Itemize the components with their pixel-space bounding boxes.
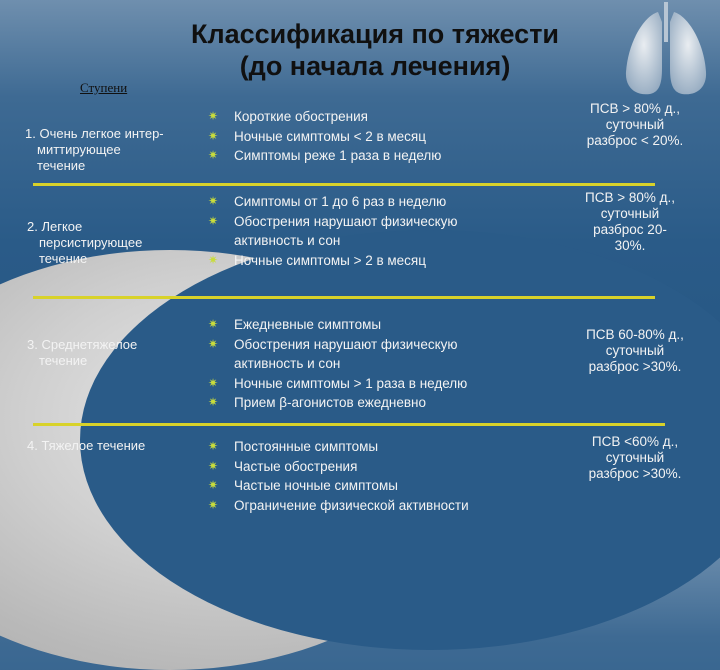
page-title (150, 18, 600, 82)
bullet-icon: ✷ (208, 497, 219, 512)
title-line-2: (до начала лечения) (239, 51, 511, 81)
row-separator (33, 183, 655, 186)
bullet-icon: ✷ (208, 109, 219, 123)
list-item: ✷ Ночные симптомы > 2 в месяц (208, 251, 458, 271)
list-item: ✷ Симптомы от 1 до 6 раз в неделю (208, 192, 458, 212)
symptoms-list-2: ✷ Симптомы от 1 до 6 раз в неделю ✷ Обострения нарушают физическую активность и сон ✷ Ночные симптомы > 2 в месяц (208, 192, 458, 270)
list-item: ✷ Обострения нарушают физическую (208, 212, 458, 232)
list-item: ✷ Симптомы реже 1 раза в неделю (208, 146, 441, 166)
symptoms-list-1 (208, 107, 441, 166)
bullet-icon: ✷ (208, 194, 219, 208)
title-line-1: Классификация по тяжести (190, 19, 560, 49)
bullet-icon: ✷ (208, 375, 219, 390)
symptoms-list-4 (208, 437, 469, 515)
pef-text-2: ПСВ > 80% д., суточный разброс 20- 30%. (585, 190, 675, 253)
row-separator (33, 423, 665, 426)
bullet-icon: ✷ (208, 252, 219, 267)
severity-label-1: 1. Очень легкое интер- миттирующее течение (25, 126, 164, 173)
bullet-icon: ✷ (208, 336, 219, 351)
list-item: ✷ Ежедневные симптомы (208, 315, 467, 335)
bullet-icon: ✷ (208, 213, 219, 228)
bullet-icon: ✷ (208, 148, 219, 162)
list-item: ✷ Прием β-агонистов ежедневно (208, 393, 467, 413)
bullet-icon: ✷ (208, 478, 219, 492)
severity-label-4: 4. Тяжелое течение (27, 438, 146, 453)
lungs-icon (614, 2, 718, 102)
bullet-icon: ✷ (208, 395, 219, 409)
list-item: ✷ Обострения нарушают физическую (208, 335, 467, 355)
list-item: ✷ Короткие обострения (208, 107, 441, 127)
pef-text-1: ПСВ > 80% д., суточный разброс < 20%. (586, 101, 684, 148)
pef-text-3: ПСВ 60-80% д., суточный разброс >30%. (586, 327, 684, 374)
bullet-icon: ✷ (208, 439, 219, 453)
list-item: ✷ Ограничение физической активности (208, 496, 469, 516)
symptoms-list-3: ✷ Ежедневные симптомы ✷ Обострения нарушают физическую активность и сон ✷ Ночные симптомы > 1 раза в неделю ✷ Прием β-агонистов ежедневно (208, 315, 467, 413)
row-separator (33, 296, 655, 299)
bullet-icon: ✷ (208, 128, 219, 143)
list-item: ✷ Ночные симптомы < 2 в месяц (208, 127, 441, 147)
bullet-icon: ✷ (208, 458, 219, 473)
pef-text-4: ПСВ <60% д., суточный разброс >30%. (588, 434, 682, 481)
severity-label-3: 3. Среднетяжелое течение (27, 337, 138, 368)
list-item: ✷ Постоянные симптомы (208, 437, 469, 457)
list-item: ✷ Ночные симптомы > 1 раза в неделю (208, 374, 467, 394)
bullet-icon: ✷ (208, 317, 219, 331)
stages-label: Ступени (80, 80, 128, 95)
list-item: ✷ Частые обострения (208, 457, 469, 477)
severity-label-2: 2. Легкое персистирующее течение (27, 219, 143, 266)
list-item: ✷ Частые ночные симптомы (208, 476, 469, 496)
